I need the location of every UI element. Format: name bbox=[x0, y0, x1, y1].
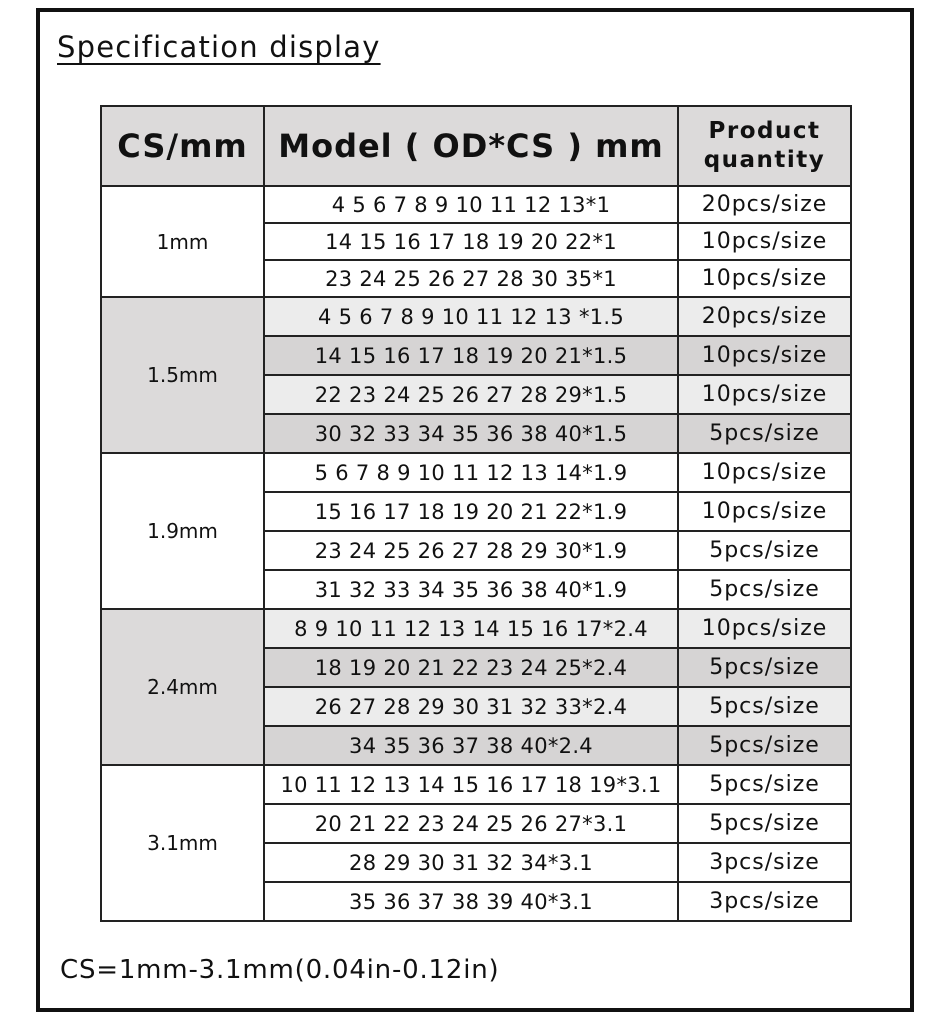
table-row bbox=[101, 453, 851, 492]
header-quantity bbox=[678, 106, 851, 186]
table-row bbox=[101, 297, 851, 336]
cs-range-note: CS=1mm-3.1mm(0.04in-0.12in) bbox=[60, 955, 500, 985]
model-sizes-cell: 14 15 16 17 18 19 20 21*1.5 bbox=[264, 336, 678, 375]
cs-value-cell: 1.5mm bbox=[101, 297, 264, 453]
quantity-cell: 3pcs/size bbox=[678, 882, 851, 921]
quantity-cell: 5pcs/size bbox=[678, 648, 851, 687]
spec-table-body bbox=[101, 186, 851, 921]
model-sizes-cell: 10 11 12 13 14 15 16 17 18 19*3.1 bbox=[264, 765, 678, 804]
quantity-cell: 20pcs/size bbox=[678, 186, 851, 223]
quantity-cell: 5pcs/size bbox=[678, 804, 851, 843]
quantity-cell: 10pcs/size bbox=[678, 375, 851, 414]
header-quantity-line1: Product bbox=[708, 118, 821, 144]
model-sizes-cell: 22 23 24 25 26 27 28 29*1.5 bbox=[264, 375, 678, 414]
model-sizes-cell: 35 36 37 38 39 40*3.1 bbox=[264, 882, 678, 921]
header-model: Model ( OD*CS ) mm bbox=[264, 106, 678, 186]
quantity-cell: 5pcs/size bbox=[678, 414, 851, 453]
model-sizes-cell: 15 16 17 18 19 20 21 22*1.9 bbox=[264, 492, 678, 531]
quantity-cell: 10pcs/size bbox=[678, 609, 851, 648]
model-sizes-cell: 4 5 6 7 8 9 10 11 12 13 *1.5 bbox=[264, 297, 678, 336]
spec-table bbox=[100, 105, 852, 922]
table-row bbox=[101, 609, 851, 648]
model-sizes-cell: 5 6 7 8 9 10 11 12 13 14*1.9 bbox=[264, 453, 678, 492]
quantity-cell: 20pcs/size bbox=[678, 297, 851, 336]
quantity-cell: 5pcs/size bbox=[678, 765, 851, 804]
header-quantity-line2: quantity bbox=[703, 147, 826, 173]
model-sizes-cell: 14 15 16 17 18 19 20 22*1 bbox=[264, 223, 678, 260]
quantity-cell: 10pcs/size bbox=[678, 453, 851, 492]
quantity-cell: 5pcs/size bbox=[678, 726, 851, 765]
model-sizes-cell: 23 24 25 26 27 28 30 35*1 bbox=[264, 260, 678, 297]
quantity-cell: 5pcs/size bbox=[678, 570, 851, 609]
quantity-cell: 3pcs/size bbox=[678, 843, 851, 882]
model-sizes-cell: 20 21 22 23 24 25 26 27*3.1 bbox=[264, 804, 678, 843]
quantity-cell: 10pcs/size bbox=[678, 260, 851, 297]
cs-value-cell: 1mm bbox=[101, 186, 264, 297]
header-cs: CS/mm bbox=[101, 106, 264, 186]
model-sizes-cell: 18 19 20 21 22 23 24 25*2.4 bbox=[264, 648, 678, 687]
cs-value-cell: 2.4mm bbox=[101, 609, 264, 765]
model-sizes-cell: 31 32 33 34 35 36 38 40*1.9 bbox=[264, 570, 678, 609]
page-title: Specification display bbox=[57, 30, 381, 64]
quantity-cell: 10pcs/size bbox=[678, 336, 851, 375]
model-sizes-cell: 23 24 25 26 27 28 29 30*1.9 bbox=[264, 531, 678, 570]
model-sizes-cell: 30 32 33 34 35 36 38 40*1.5 bbox=[264, 414, 678, 453]
model-sizes-cell: 8 9 10 11 12 13 14 15 16 17*2.4 bbox=[264, 609, 678, 648]
header-row bbox=[101, 106, 851, 186]
quantity-cell: 10pcs/size bbox=[678, 492, 851, 531]
cs-value-cell: 3.1mm bbox=[101, 765, 264, 921]
model-sizes-cell: 4 5 6 7 8 9 10 11 12 13*1 bbox=[264, 186, 678, 223]
table-row bbox=[101, 765, 851, 804]
table-row bbox=[101, 186, 851, 223]
cs-value-cell: 1.9mm bbox=[101, 453, 264, 609]
quantity-cell: 10pcs/size bbox=[678, 223, 851, 260]
quantity-cell: 5pcs/size bbox=[678, 687, 851, 726]
model-sizes-cell: 26 27 28 29 30 31 32 33*2.4 bbox=[264, 687, 678, 726]
model-sizes-cell: 28 29 30 31 32 34*3.1 bbox=[264, 843, 678, 882]
quantity-cell: 5pcs/size bbox=[678, 531, 851, 570]
model-sizes-cell: 34 35 36 37 38 40*2.4 bbox=[264, 726, 678, 765]
